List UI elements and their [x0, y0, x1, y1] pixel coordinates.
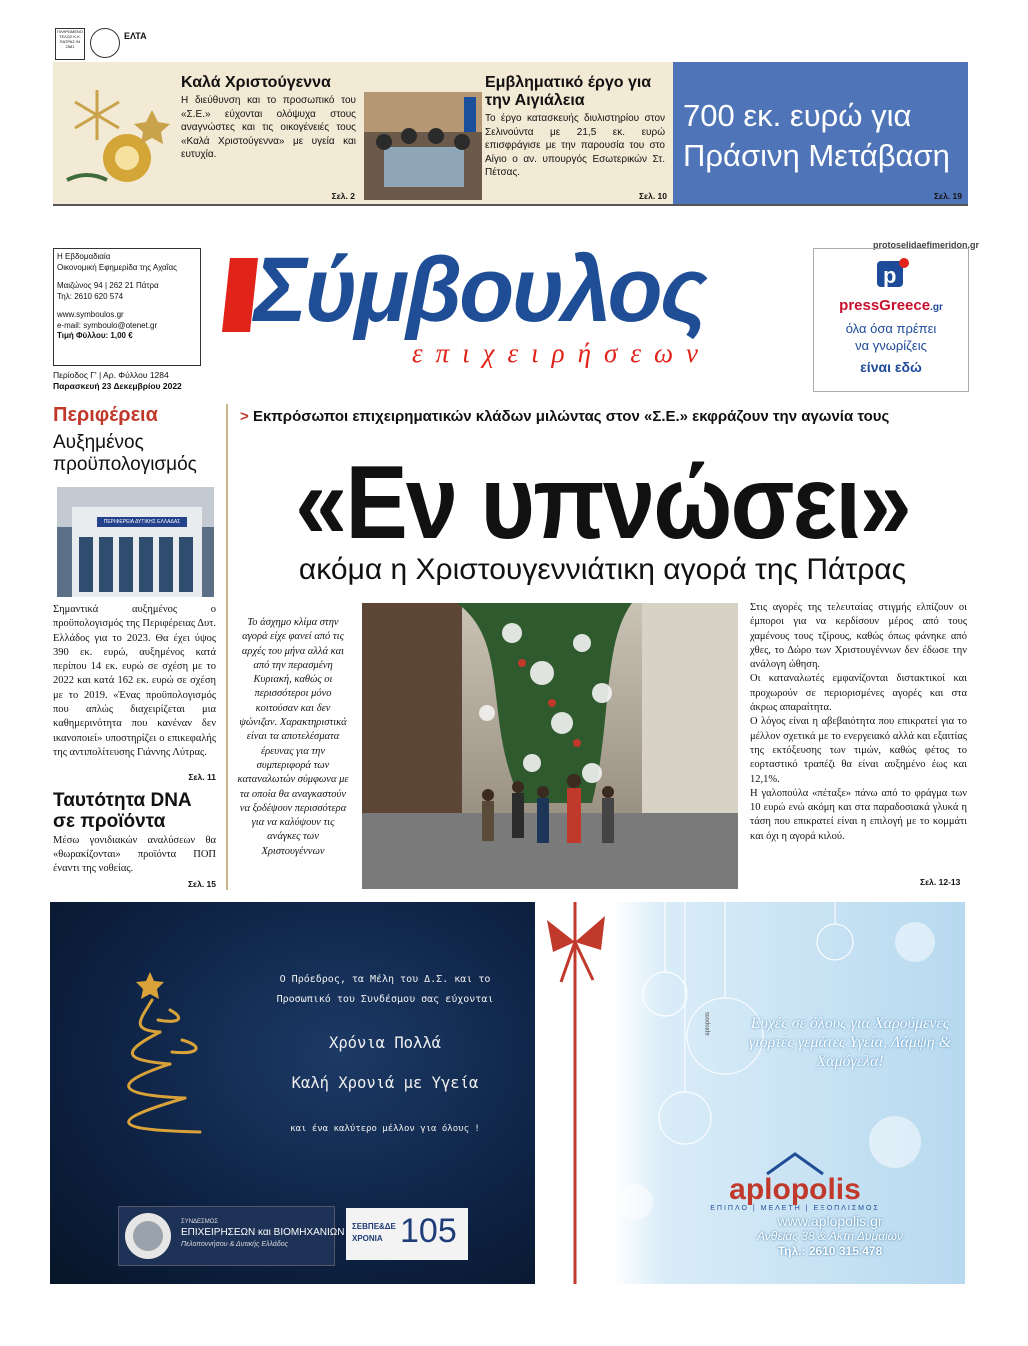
sevpede-emblem-icon: [123, 1211, 173, 1261]
sevpede-greeting-ad[interactable]: [50, 902, 535, 1284]
kicker-text: Εκπρόσωποι επιχειρηματικών κλάδων μιλώντας στον «Σ.Ε.» εκφράζουν την αγωνία τους: [252, 408, 890, 425]
pressgreece-line: όλα όσα πρέπει: [845, 321, 937, 336]
region-article-title[interactable]: Αυξημένος προϋπολογισμός: [53, 432, 197, 475]
building-sign: ΠΕΡΙΦΕΡΕΙΑ ΔΥΤΙΚΗΣ ΕΛΛΑΔΑΣ: [103, 519, 181, 525]
ad-wish: Ευχές σε όλους για Χαρούμενες γιορτές γεμάτες Υγεία, Λάμψη & Χαμόγελα!: [748, 1015, 952, 1070]
price: Τιμή Φύλλου: 1,00 €: [57, 331, 133, 340]
source-watermark: protoselidaefimeridon.gr: [873, 240, 980, 250]
pressgreece-line: είναι εδώ: [860, 359, 922, 375]
phone: Τηλ.: 2610 315.478: [777, 1244, 883, 1258]
info-line: Τηλ: 2610 620 574: [57, 291, 124, 301]
page-ref: Σελ. 12-13: [920, 877, 961, 887]
logo-title: Σύμβουλος: [254, 239, 705, 341]
info-line: Η Εβδομαδιαία: [57, 252, 111, 261]
info-line: Μαιζώνος 94 | 262 21 Πάτρα: [57, 281, 159, 290]
pressgreece-p-icon: [871, 257, 911, 293]
issue-date: Παρασκευή 23 Δεκεμβρίου 2022: [53, 381, 182, 391]
badge-number: 105: [400, 1212, 457, 1250]
body-paragraph: Ο λόγος είναι η αβεβαιότητα που επικρατεί για το μέλλον σχετικά με το ενεργειακό αλλά και εξαιτίας της εκτόξευσης των τιμών, καθώς φέτος το εορταστικό τραπέζι θα είναι αυξημένο έως και 12,1%.: [750, 716, 967, 785]
badge-top: ΣΕΒΠΕ&ΔΕ: [352, 1222, 396, 1231]
teaser-title: 700 εκ. ευρώ για Πράσινη Μετάβαση: [683, 98, 950, 173]
aplopolis-logo: [695, 1150, 895, 1212]
website[interactable]: www.aplopolis.gr: [777, 1213, 883, 1229]
region-article-text: Σημαντικά αυξημένος ο προϋπολογισμός της Περιφέρειας Δυτ. Ελλάδος για το 2023. Θα έχει ύψος 390 εκ. ευρώ, αυξημένος κατά περίπου 14 εκ. ευρώ σε σχέση με το 2022 και κατά 162 εκ. ευρώ σε σχέση με το 2019. «Ένας προϋπολογισμός που απλώς διαχειρίζεται μια καθημερινότητα που κανέναν δεν ικανοποιεί» υποστηρίζει ο επικεφαλής της αντιπολίτευσης Γιάννης Λύτρας.: [53, 604, 216, 758]
region-building-photo: [57, 487, 214, 597]
main-subhead: ακόμα η Χριστουγεννιάτικη αγορά της Πάτρας: [298, 553, 907, 586]
page-ref: Σελ. 19: [933, 191, 962, 201]
dna-article-text: Μέσω γονιδιακών αναλύσεων θα «θωρακίζονται» προϊόντα ΠΟΠ έναντι της νοθείας.: [53, 835, 216, 874]
teaser-christmas[interactable]: [53, 62, 361, 206]
publisher-info: [53, 248, 201, 366]
brand-name: aplopolis: [729, 1173, 861, 1206]
pressgreece-brand: [814, 298, 968, 316]
teaser-text: Η διεύθυνση και το προσωπικό του «Σ.Ε.» εύχονται ολόψυχα στους αναγνώστες και τις οικογένειές τους «Καλά Χριστούγεννα» με υγεία και ευτυχία.: [181, 95, 356, 160]
aplopolis-ad[interactable]: [535, 902, 965, 1284]
greeting-wish: Χρόνια Πολλά: [329, 1034, 441, 1052]
pressgreece-ad[interactable]: [813, 248, 969, 392]
brand-tagline: ΕΠΙΠΛΟ | ΜΕΛΕΤΗ | ΕΞΟΠΛΙΣΜΟΣ: [710, 1205, 880, 1212]
org-small: ΣΥΝΔΕΣΜΟΣ: [181, 1219, 219, 1225]
postal-paid-stamp: ΠΛΗΡΩΜΕΝΟ ΤΕΛΟΣ Κ.Κ. ΠΑΤΡΑΣ 94 2581: [55, 28, 85, 60]
info-line: Οικονομική Εφημερίδα της Αχαΐας: [57, 262, 177, 272]
address: Ανθείας 38 & Ακτή Δυμαίων: [757, 1229, 903, 1243]
body-paragraph: Στις αγορές της τελευταίας στιγμής ελπίζουν οι έμποροι για να κερδίσουν μέρος από τους χαμένους τους τζίρους, καθώς όπως φάνηκε από χθες, το Δώρο των Χριστουγέννων δεν έδωσε την ανάλογη ώθηση.: [750, 602, 967, 671]
teaser-aigialeia[interactable]: [361, 62, 673, 206]
column-divider: [226, 404, 228, 890]
teaser-green-transition[interactable]: [673, 62, 968, 206]
page-ref: Σελ. 10: [638, 191, 667, 201]
elta-logo: ΕΛΤΑ: [124, 31, 147, 41]
period: Περίοδος Γ' | Αρ. Φύλλου 1284: [53, 370, 169, 380]
svg-text:p: p: [883, 263, 897, 288]
lead-text: Το άσχημο κλίμα στην αγορά είχε φανεί από τις αρχές του μήνα αλλά και από την περασμένη Κυριακή, καθώς οι περισσότεροι μόνο κοιτούσαν και δεν ψώνιζαν. Χαρακτηριστικά είναι τα αποτελέσματα έρευνας για την συμπεριφορά των καταναλωτών σύμφωνα με τα οποία θα αναγκαστούν να ξοδέψουν περισσότερα για να καλύψουν τις ανάγκες των Χριστουγέννων: [237, 617, 349, 857]
main-headline[interactable]: «Εν υπνώσει»: [295, 445, 910, 561]
teaser-text: Το έργο κατασκευής διυλιστηρίου στον Σελινούντα με 21,5 εκ. ευρώ επισφράγισε με την παρουσία του στο Αίγιο ο αν. υπουργός Εσωτερικών Στ. Πέτσας.: [485, 113, 665, 178]
section-label: Περιφέρεια: [53, 404, 158, 426]
105-years-badge: [346, 1208, 468, 1260]
logo-subtitle: επιχειρήσεων: [412, 338, 712, 368]
building-illustration: [57, 487, 214, 597]
greeting-line: και ένα καλύτερο μέλλον για όλους !: [290, 1124, 480, 1134]
newspaper-logo: [222, 240, 792, 375]
info-line: e-mail: symboulo@otenet.gr: [57, 320, 158, 330]
brand-name: pressGreece: [839, 297, 931, 314]
body-paragraph: Οι καταναλωτές εμφανίζονται διστακτικοί και προχωρούν σε περιορισμένες αγορές και στα άκρως απαραίτητα.: [750, 673, 967, 714]
body-paragraph: Η γαλοπούλα «πέταξε» πάνω από το φράγμα των 10 ευρώ ενώ ακόμη και στα παραδοσιακά γλυκά η τάση που επικρατεί είναι η επιλογή με το κομμάτι και όχι η αγορά κιλού.: [750, 787, 967, 842]
greeting-line: Ο Πρόεδρος, τα Μέλη του Δ.Σ. και το: [279, 974, 491, 985]
page-ref: Σελ. 15: [187, 879, 216, 889]
issue-info: [53, 370, 201, 392]
christmas-ornament-icon: [57, 80, 175, 198]
sevpede-logo: [118, 1206, 345, 1266]
kicker: [240, 408, 889, 425]
org-region: Πελοποννήσου & Δυτικής Ελλάδος: [181, 1241, 289, 1248]
page-ref: Σελ. 11: [188, 772, 216, 782]
teaser-title: Καλά Χριστούγεννα: [181, 74, 331, 91]
street-scene-illustration: [362, 603, 738, 889]
page-ref: Σελ. 2: [331, 191, 355, 201]
vertical-brand: aplopolis: [705, 1012, 711, 1036]
badge-bottom: ΧΡΟΝΙΑ: [352, 1234, 383, 1243]
kicker-arrow-icon: >: [240, 408, 253, 425]
info-line: www.symboulos.gr: [57, 310, 124, 319]
christmas-market-photo: [362, 603, 738, 889]
teaser-title: Εμβληματικό έργο για την Αιγιάλεια: [485, 74, 652, 109]
postal-seal-icon: [90, 28, 120, 58]
dna-article-title[interactable]: Ταυτότητα DNA σε προϊόντα: [53, 790, 191, 832]
meeting-photo: [364, 92, 482, 200]
brand-tld: .gr: [930, 302, 943, 313]
pressgreece-line: να γνωρίζεις: [855, 338, 927, 353]
org-name: ΕΠΙΧΕΙΡΗΣΕΩΝ και ΒΙΟΜΗΧΑΝΙΩΝ: [181, 1227, 345, 1238]
contact-info: [710, 1214, 950, 1259]
main-story-body: [750, 601, 967, 844]
christmas-tree-icon: [100, 960, 240, 1150]
greeting-line: Προσωπικό του Συνδέσμου σας εύχονται: [276, 994, 494, 1005]
greeting-wish: Καλή Χρονιά με Υγεία: [291, 1074, 479, 1092]
